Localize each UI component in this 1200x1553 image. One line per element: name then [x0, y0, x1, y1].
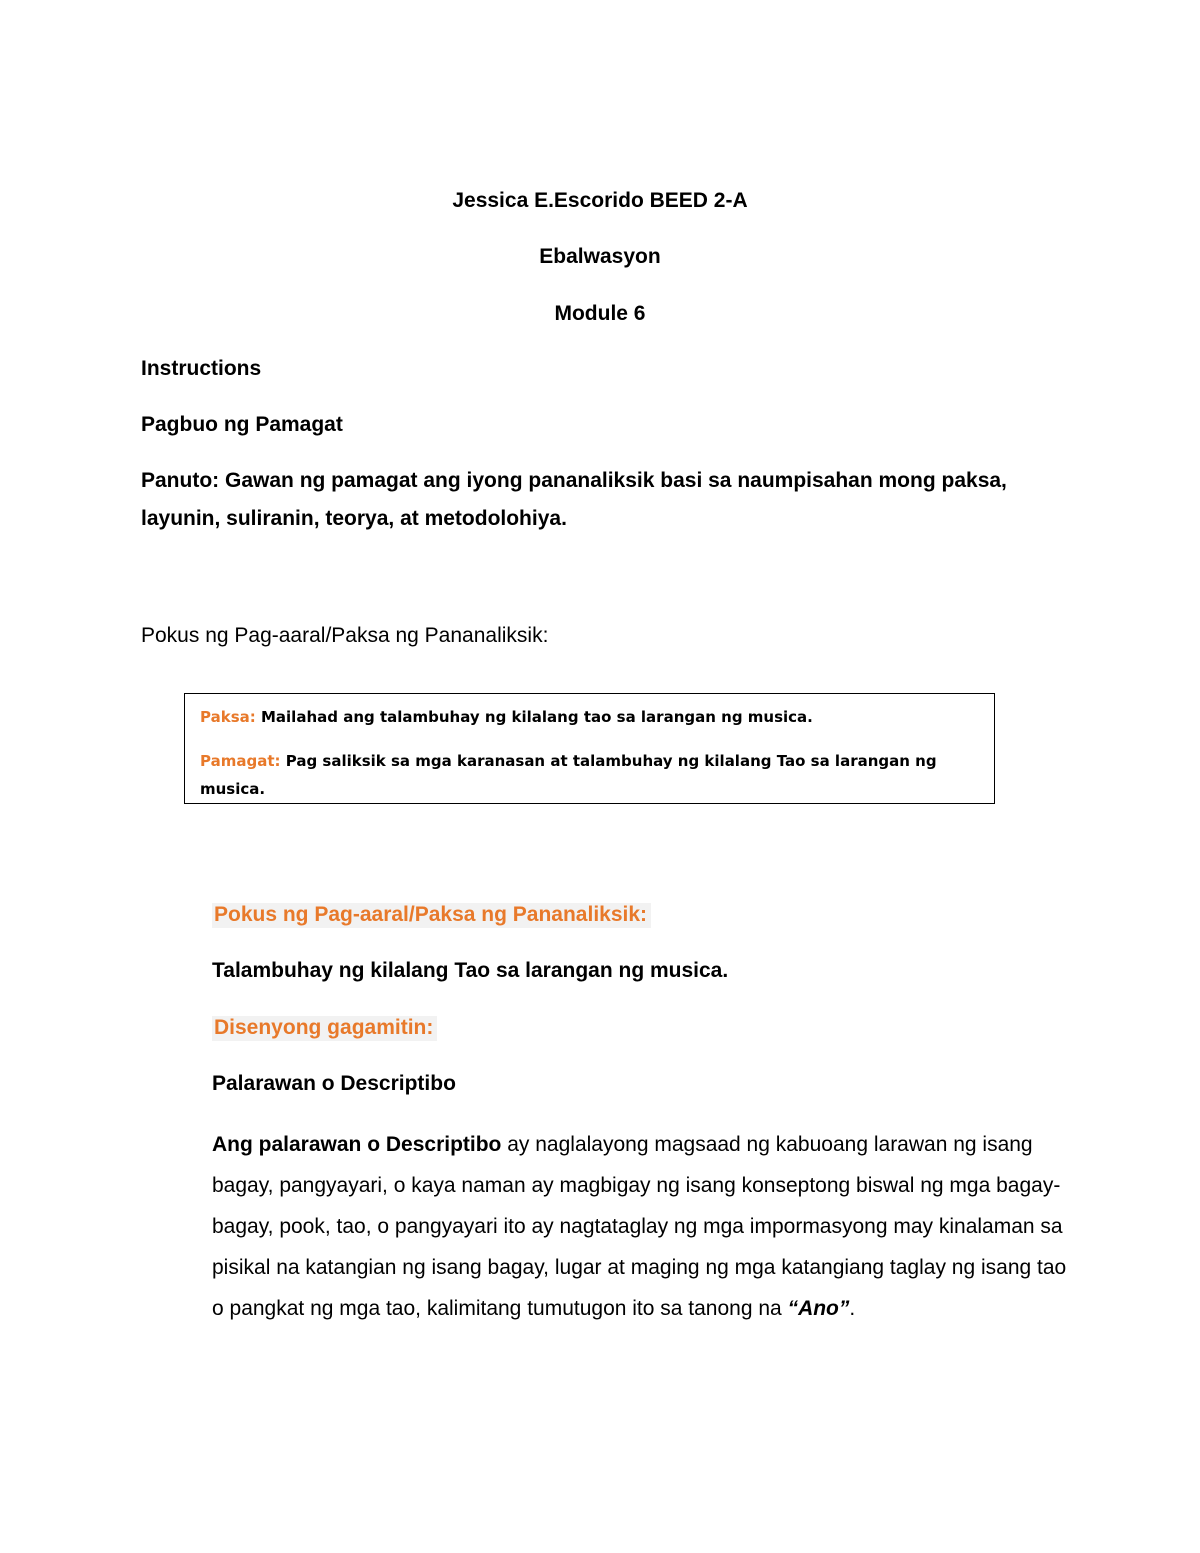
panuto-label: Panuto:	[141, 469, 220, 492]
panuto-paragraph	[141, 462, 1051, 538]
pamagat-label: Pamagat:	[200, 752, 281, 770]
instructions-label: Instructions	[141, 357, 262, 380]
design-label-text: Disenyong gagamitin:	[212, 1016, 437, 1041]
design-label	[212, 1016, 437, 1040]
design-value: Palarawan o Descriptibo	[212, 1072, 456, 1095]
module-title: Module 6	[554, 302, 646, 325]
pamagat-text: Pag saliksik sa mga karanasan at talambuhay ng kilalang Tao sa larangan ng musica.	[200, 752, 937, 798]
paksa-row	[200, 703, 980, 731]
paksa-text: Mailahad ang talambuhay ng kilalang tao sa larangan ng musica.	[260, 708, 813, 726]
author-line: Jessica E.Escorido BEED 2-A	[452, 189, 748, 212]
subject-title: Ebalwasyon	[539, 245, 661, 268]
topic-title-box	[184, 693, 995, 804]
description-end: .	[849, 1297, 856, 1320]
paksa-label: Paksa:	[200, 708, 256, 726]
description-lead: Ang palarawan o Descriptibo	[212, 1133, 502, 1156]
task-title: Pagbuo ng Pamagat	[141, 413, 343, 436]
pamagat-row	[200, 747, 980, 803]
panuto-text: Gawan ng pamagat ang iyong pananaliksik basi sa naumpisahan mong paksa, layunin, suliranin, teorya, at metodolohiya.	[141, 469, 1007, 530]
description-paragraph	[212, 1124, 1072, 1329]
section-focus-label	[212, 903, 651, 927]
focus-heading: Pokus ng Pag-aaral/Paksa ng Pananaliksik:	[141, 624, 549, 647]
description-text: ay naglalayong magsaad ng kabuoang larawan ng isang bagay, pangyayari, o kaya naman ay magbigay ng isang konseptong biswal ng mga bagay- bagay, pook, tao, o pangyayari ito ay nagtataglay ng mga impormasyong may kinalaman sa pisikal na katangian ng isang bagay, lugar at maging ng mga katangiang taglay ng isang tao o pangkat ng mga tao, kalimitang tumutugon ito sa tanong na	[212, 1133, 1067, 1320]
section-focus-value: Talambuhay ng kilalang Tao sa larangan ng musica.	[212, 959, 729, 982]
section-focus-label-text: Pokus ng Pag-aaral/Paksa ng Pananaliksik:	[212, 903, 651, 928]
description-question: “Ano”	[787, 1297, 850, 1320]
